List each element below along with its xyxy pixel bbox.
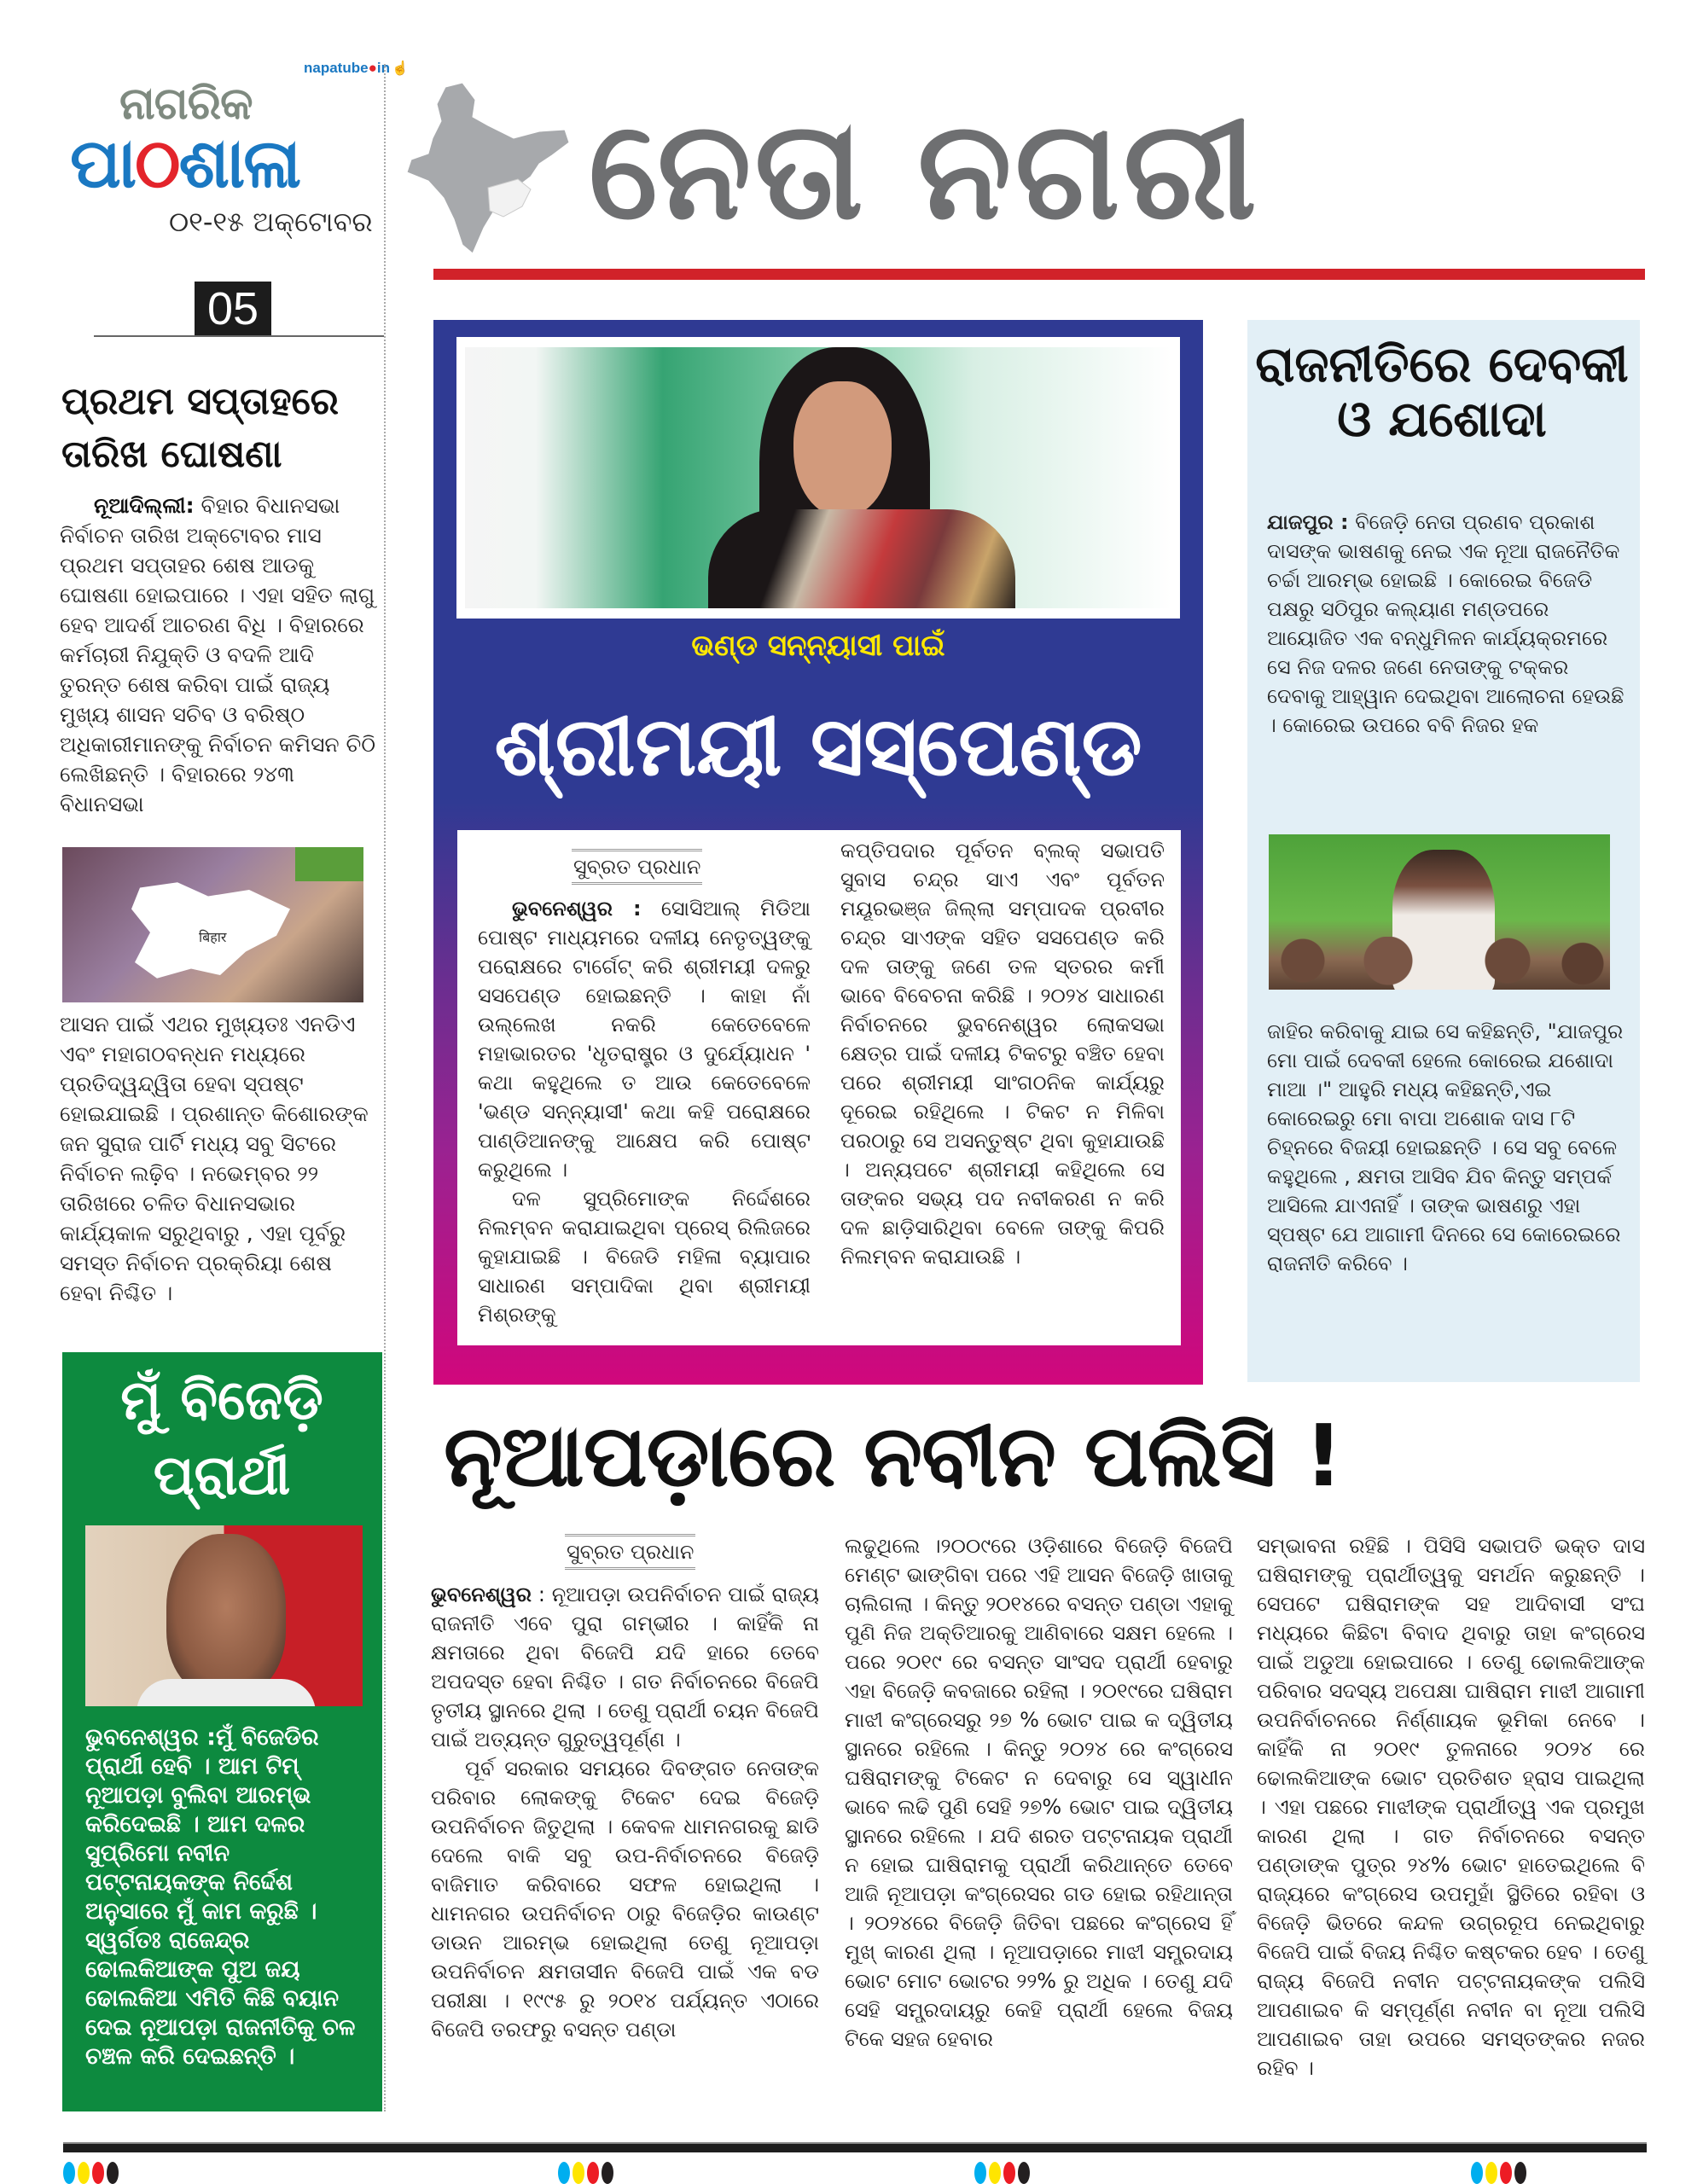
bihar-body-part2: ଆସନ ପାଇଁ ଏଥର ମୁଖ୍ୟତଃ ଏନଡିଏ ଏବଂ ମହାଗଠବନ୍ଧନ ମଧ୍ୟରେ ପ୍ରତିଦ୍ୱନ୍ଦ୍ୱିତା ହେବା ସ୍ପଷ୍ଟ ହୋଇଯାଇଛି । ପ୍ରଶାନ୍ତ କିଶୋରଙ୍କ ଜନ ସୁରାଜ ପାର୍ଟି ମଧ୍ୟ ସବୁ ସିଟରେ ନିର୍ବାଚନ ଲଢ଼ିବ । ନଭେମ୍ବର ୨୨ ତାରିଖରେ ଚଳିତ ବିଧାନସଭାର କାର୍ଯ୍ୟକାଳ ସରୁଥିବାରୁ , ଏହା ପୂର୍ବରୁ ସମସ୍ତ ନିର୍ବାଚନ ପ୍ରକ୍ରିୟା ଶେଷ ହେବା ନିଶ୍ଚିତ । — [60, 1012, 369, 1305]
issue-date: ୦୧-୧୫ ଅକ୍ଟୋବର — [169, 206, 373, 238]
nuapada-column-1 — [431, 1580, 819, 2044]
registration-dot — [78, 2162, 90, 2184]
registration-dot — [989, 2162, 1001, 2184]
photo-face — [793, 381, 892, 518]
photo-bg-green — [295, 847, 363, 881]
nuapada-para-2: ପୂର୍ବ ସରକାର ସମୟରେ ଦିବଙ୍ଗତ ନେତାଙ୍କ ପରିବାର ଲୋକଙ୍କୁ ଟିକେଟ ଦେଇ ବିଜେଡ଼ି ଉପନିର୍ବାଚନ ଜିତୁଥିଲା । କେବଳ ଧାମନଗରକୁ ଛାଡି ଦେଲେ ବାକି ସବୁ ଉପ-ନିର୍ବାଚନରେ ବିଜେଡ଼ି ବାଜିମାତ କରିବାରେ ସଫଳ ହୋଇଥିଲା । ଧାମନଗର ଉପନିର୍ବାଚନ ଠାରୁ ବିଜେଡ଼ିର କାଉଣ୍ଟ ଡାଉନ ଆରମ୍ଭ ହୋଇଥିଲା ତେଣୁ ନୂଆପଡ଼ା ଉପନିର୍ବାଚନ କ୍ଷମତାସୀନ ବିଜେପି ପାଇଁ ଏକ ବଡ ପରୀକ୍ଷା । ୧୯୯୫ ରୁ ୨୦୧୪ ପର୍ଯ୍ୟନ୍ତ ଏଠାରେ ବିଜେପି ତରଫରୁ ବସନ୍ତ ପଣ୍ଡା — [431, 1757, 819, 2042]
india-map-icon — [394, 78, 582, 266]
devaki-body-part2: ଜାହିର କରିବାକୁ ଯାଇ ସେ କହିଛନ୍ତି, "ଯାଜପୁର ମୋ ପାଇଁ ଦେବକୀ ହେଲେ କୋରେଇ ଯଶୋଦା ମାଆ ।" ଆହୁରି ମଧ୍ୟ କହିଛନ୍ତି,ଏଇ କୋରେଇରୁ ମୋ ବାପା ଅଶୋକ ଦାସ ୮ଟି ଚିହ୍ନରେ ବିଜୟୀ ହୋଇଛନ୍ତି । ସେ ସବୁ ବେଳେ କହୁଥିଲେ , କ୍ଷମତା ଆସିବ ଯିବ କିନ୍ତୁ ସମ୍ପର୍କ ଆସିଲେ ଯାଏନାହିଁ । ତାଙ୍କ ଭାଷଣରୁ ଏହା ସ୍ପଷ୍ଟ ଯେ ଆଗାମୀ ଦିନରେ ସେ କୋରେଇରେ ରାଜନୀତି କରିବେ । — [1267, 1019, 1624, 1275]
registration-dot — [974, 2162, 986, 2184]
nuapada-byline: ସୁବ୍ରତ ପ୍ରଧାନ — [565, 1534, 695, 1570]
registration-marks — [974, 2162, 1030, 2184]
registration-dot — [1500, 2162, 1512, 2184]
pointer-hand-icon: ☝ — [391, 61, 409, 76]
bihar-map-label: बिहार — [199, 929, 227, 945]
bjd-candidate-body: ଭୁବନେଶ୍ୱର :ମୁଁ ବିଜେଡିର ପ୍ରାର୍ଥୀ ହେବି । ଆମ ଟିମ୍ ନୂଆପଡ଼ା ବୁଲିବା ଆରମ୍ଭ କରିଦେଇଛି । ଆମ ଦଳର ସୁପ୍ରିମୋ ନବୀନ ପଟ୍ଟନାୟକଙ୍କ ନିର୍ଦ୍ଦେଶ ଅନୁସାରେ ମୁଁ କାମ କରୁଛି । ସ୍ୱର୍ଗତଃ ରାଜେନ୍ଦ୍ର ଢୋଲକିଆଙ୍କ ପୁଅ ଜୟ ଢୋଲକିଆ ଏମିତି କିଛି ବୟାନ ଦେଇ ନୂଆପଡ଼ା ରାଜନୀତିକୁ ଚଳ ଚଞ୍ଚଳ କରି ଦେଇଛନ୍ତି । — [85, 1724, 356, 2070]
registration-marks — [1471, 2162, 1526, 2184]
registration-dot — [573, 2162, 584, 2184]
bihar-dateline: ନୂଆଦିଲ୍ଲୀ: — [94, 493, 195, 518]
devaki-dateline: ଯାଜପୁର : — [1267, 510, 1349, 534]
srimayee-column-1 — [478, 894, 811, 1329]
srimayee-column-2: କପ୍ତିପଦାର ପୂର୍ବତନ ବ୍ଲକ୍ ସଭାପତି ସୁବାସ ଚନ୍ଦ୍ର ସାଏ ଏବଂ ପୂର୍ବତନ ମୟୂରଭଞ୍ଜ ଜିଲ୍ଲା ସମ୍ପାଦକ ପ୍ରବୀର ଚନ୍ଦ୍ର ସାଏଙ୍କ ସହିତ ସସପେଣ୍ଡ କରି ଦଳ ତାଙ୍କୁ ଜଣେ ତଳ ସ୍ତରର କର୍ମୀ ଭାବେ ବିବେଚନା କରିଛି । ୨୦୨୪ ସାଧାରଣ ନିର୍ବାଚନରେ ଭୁବନେଶ୍ୱର ଲୋକସଭା କ୍ଷେତ୍ର ପାଇଁ ଦଳୀୟ ଟିକଟରୁ ବଞ୍ଚିତ ହେବା ପରେ ଶ୍ରୀମୟୀ ସାଂଗଠନିକ କାର୍ଯ୍ୟରୁ ଦୂରେଇ ରହିଥିଲେ । ଟିକଟ ନ ମିଳିବା ପରଠାରୁ ସେ ଅସନ୍ତୁଷ୍ଟ ଥିବା କୁହାଯାଉଛି । ଅନ୍ୟପଟେ ଶ୍ରୀମୟୀ କହିଥିଲେ ସେ ତାଙ୍କର ସଭ୍ୟ ପଦ ନବୀକରଣ ନ କରି ଦଳ ଛାଡ଼ିସାରିଥିବା ବେଳେ ତାଙ୍କୁ କିପରି ନିଲମ୍ବନ କରାଯାଉଛି । — [840, 839, 1165, 1269]
srimayee-photo-frame — [465, 347, 1171, 608]
registration-dot — [1471, 2162, 1483, 2184]
bjd-candidate-headline: ମୁଁ ବିଜେଡ଼ି ପ୍ରାର୍ଥୀ — [120, 1369, 323, 1507]
srimayee-byline: ସୁବ୍ରତ ପ୍ରଧାନ — [572, 849, 702, 885]
srimayee-para-1: ଭୁବନେଶ୍ୱର : ସୋସିଆଲ୍ ମିଡିଆ ପୋଷ୍ଟ ମାଧ୍ୟମରେ ଦଳୀୟ ନେତୃତ୍ୱଙ୍କୁ ପରୋକ୍ଷରେ ଟାର୍ଗେଟ୍ କରି ଶ୍ରୀମୟୀ ଦଳରୁ ସସପେଣ୍ଡ ହୋଇଛନ୍ତି । କାହା ନାଁ ଉଲ୍ଲେଖ ନକରି କେତେବେଳେ ମହାଭାରତର 'ଧୃତରାଷ୍ଟ୍ର ଓ ଦୁର୍ଯ୍ୟୋଧନ ' କଥା କହୁଥିଲେ ତ ଆଉ କେତେବେଳେ 'ଭଣ୍ଡ ସନ୍ନ୍ୟାସୀ' କଥା କହି ପରୋକ୍ଷରେ ପାଣ୍ଡିଆନଙ୍କୁ ଆକ୍ଷେପ କରି ପୋଷ୍ଟ କରୁଥିଲେ । — [478, 897, 811, 1182]
registration-dot — [1003, 2162, 1015, 2184]
page-number: 05 — [195, 282, 271, 336]
registration-dot — [558, 2162, 570, 2184]
divider — [94, 335, 384, 337]
registration-dot — [1514, 2162, 1526, 2184]
registration-dot — [107, 2162, 119, 2184]
registration-marks — [63, 2162, 119, 2184]
registration-dot — [602, 2162, 613, 2184]
devaki-rally-photo — [1269, 834, 1610, 990]
devaki-headline: ରାଜନୀତିରେ ଦେବକୀ ଓ ଯଶୋଦା — [1255, 335, 1629, 448]
portrait-face — [166, 1534, 286, 1696]
footer-rule — [63, 2142, 1647, 2152]
bihar-body-part1: ନୂଆଦିଲ୍ଲୀ: ବିହାର ବିଧାନସଭା ନିର୍ବାଚନ ତାରିଖ ଅକ୍ଟୋବର ମାସ ପ୍ରଥମ ସପ୍ତାହର ଶେଷ ଆଡକୁ ଘୋଷଣା ହୋଇପାରେ । ଏହା ସହିତ ଲାଗୁ ହେବ ଆଦର୍ଶ ଆଚରଣ ବିଧି । ବିହାରରେ କର୍ମଚାରୀ ନିଯୁକ୍ତି ଓ ବଦଳି ଆଦି ତୁରନ୍ତ ଶେଷ କରିବା ପାଇଁ ରାଜ୍ୟ ମୁଖ୍ୟ ଶାସନ ସଚିବ ଓ ବରିଷ୍ଠ ଅଧିକାରୀମାନଙ୍କୁ ନିର୍ବାଚନ କମିସନ ଚିଠି ଲେଖିଛନ୍ତି । ବିହାରରେ ୨୪୩ ବିଧାନସଭା — [60, 493, 375, 816]
column-divider — [384, 64, 386, 2111]
portrait-shirt — [137, 1679, 316, 1706]
registration-marks — [558, 2162, 613, 2184]
nuapada-dateline: ଭୁବନେଶ୍ୱର — [431, 1583, 532, 1606]
registration-dot — [63, 2162, 75, 2184]
photo-saree — [708, 509, 1015, 608]
logo-main-word: ପାଠଶାଳା — [70, 124, 300, 203]
registration-dot — [587, 2162, 599, 2184]
nuapada-column-2: ଲଢୁଥିଲେ ।୨୦୦୯ରେ ଓଡ଼ିଶାରେ ବିଜେଡ଼ି ବିଜେପି ମେଣ୍ଟ ଭାଙ୍ଗିବା ପରେ ଏହି ଆସନ ବିଜେଡ଼ି ଖାତାକୁ ଚାଲିଗଲା । କିନ୍ତୁ ୨୦୧୪ରେ ବସନ୍ତ ପଣ୍ଡା ଏହାକୁ ପୁଣି ନିଜ ଅକ୍ତିଆରକୁ ଆଣିବାରେ ସକ୍ଷମ ହେଲେ । ପରେ ୨୦୧୯ ରେ ବସନ୍ତ ସାଂସଦ ପ୍ରାର୍ଥୀ ହେବାରୁ ଏହା ବିଜେଡ଼ି କବଜାରେ ରହିଲା । ୨୦୧୯ରେ ଘଷିରାମ ମାଝୀ କଂଗ୍ରେସରୁ ୨୭ % ଭୋଟ ପାଇ କ ଦ୍ୱିତୀୟ ସ୍ଥାନରେ ରହିଲେ । କିନ୍ତୁ ୨୦୨୪ ରେ କଂଗ୍ରେସ ଘଷିରାମଙ୍କୁ ଟିକେଟ ନ ଦେବାରୁ ସେ ସ୍ୱାଧୀନ ଭାବେ ଲଢି ପୁଣି ସେହି ୨୭% ଭୋଟ ପାଇ ଦ୍ୱିତୀୟ ସ୍ଥାନରେ ରହିଲେ । ଯଦି ଶରତ ପଟ୍ଟନାୟକ ପ୍ରାର୍ଥୀ ନ ହୋଇ ଘାଷିରାମକୁ ପ୍ରାର୍ଥୀ କରିଥାନ୍ତେ ତେବେ ଆଜି ନୂଆପଡ଼ା କଂଗ୍ରେସର ଗଡ ହୋଇ ରହିଥାନ୍ତା । ୨୦୨୪ରେ ବିଜେଡ଼ି ଜିତିବା ପଛରେ କଂଗ୍ରେସ ହିଁ ମୁଖ୍ କାରଣ ଥିଲା । ନୂଆପଡ଼ାରେ ମାଝୀ ସମ୍ପ୍ରଦାୟ ଭୋଟ ମୋଟ ଭୋଟର ୨୨% ରୁ ଅଧିକ । ତେଣୁ ଯଦି ସେହି ସମ୍ପ୍ରଦାୟରୁ କେହି ପ୍ରାର୍ଥୀ ହେଲେ ବିଜୟ ଟିକେ ସହଜ ହେବାର — [845, 1534, 1233, 2051]
devaki-body-part1: ଯାଜପୁର : ବିଜେଡ଼ି ନେତା ପ୍ରଣବ ପ୍ରକାଶ ଦାସଙ୍କ ଭାଷଣକୁ ନେଇ ଏକ ନୂଆ ରାଜନୈତିକ ଚର୍ଚ୍ଚା ଆରମ୍ଭ ହୋଇଛି । କୋରେଇ ବିଜେଡି ପକ୍ଷରୁ ସଠିପୁର କଲ୍ୟାଣ ମଣ୍ଡପରେ ଆୟୋଜିତ ଏକ ବନ୍ଧୁମିଳନ କାର୍ଯ୍ୟକ୍ରମରେ ସେ ନିଜ ଦଳର ଜଣେ ନେତାଙ୍କୁ ଟକ୍କର ଦେବାକୁ ଆହ୍ୱାନ ଦେଇଥିବା ଆଲୋଚନା ହେଉଛି । କୋରେଇ ଉପରେ ବବି ନିଜର ହକ — [1267, 510, 1625, 737]
photo-crowd — [1269, 937, 1610, 990]
site-url[interactable]: napatube●in ☝ — [304, 60, 409, 76]
registration-dot — [1018, 2162, 1030, 2184]
nuapada-column-3: ସମ୍ଭାବନା ରହିଛି । ପିସିସି ସଭାପତି ଭକ୍ତ ଦାସ ଘଷିରାମଙ୍କୁ ପ୍ରାର୍ଥୀତ୍ୱକୁ ସମର୍ଥନ କରୁଛନ୍ତି । ସେପଟେ ଘଷିରାମଙ୍କ ସହ ଆଦିବାସୀ ସଂଘ ମଧ୍ୟରେ କିଛିଟା ବିବାଦ ଥିବାରୁ ତାହା କଂଗ୍ରେସ ପାଇଁ ଅଡୁଆ ହୋଇପାରେ । ତେଣୁ ଢୋଲକିଆଙ୍କ ପରିବାର ସଦସ୍ୟ ଅପେକ୍ଷା ଘାଷିରାମ ମାଝୀ ଆଗାମୀ ଉପନିର୍ବାଚନରେ ନିର୍ଣ୍ଣାୟକ ଭୂମିକା ନେବେ । କାହିଁକି ନା ୨୦୧୯ ତୁଳନାରେ ୨୦୨୪ ରେ ଢୋଲକିଆଙ୍କ ଭୋଟ ପ୍ରତିଶତ ହ୍ରାସ ପାଇଥିଲା । ଏହା ପଛରେ ମାଝୀଙ୍କ ପ୍ରାର୍ଥୀତ୍ୱ ଏକ ପ୍ରମୁଖ କାରଣ ଥିଲା । ଗତ ନିର୍ବାଚନରେ ବସନ୍ତ ପଣ୍ଡାଙ୍କ ପୁତ୍ର ୨୪% ଭୋଟ ହାତେଇଥିଲେ ବି ରାଜ୍ୟରେ କଂଗ୍ରେସ ଉପମୁହାଁ ସ୍ଥିତିରେ ରହିବା ଓ ବିଜେଡ଼ି ଭିତରେ କନ୍ଦଳ ଉଗ୍ରରୂପ ନେଇଥିବାରୁ ବିଜେପି ପାଇଁ ବିଜୟ ନିଶ୍ଚିତ କଷ୍ଟକର ହେବ । ତେଣୁ ରାଜ୍ୟ ବିଜେପି ନବୀନ ପଟ୍ଟନାୟକଙ୍କ ପଲିସି ଆପଣାଇବ କି ସମ୍ପୂର୍ଣ୍ଣ ନବୀନ ବା ନୂଆ ପଲିସି ଆପଣାଇବ ତାହା ଉପରେ ସମସ୍ତଙ୍କର ନଜର ରହିବ । — [1257, 1534, 1645, 2080]
url-dot: ● — [368, 60, 377, 76]
nuapada-para-1: ଭୁବନେଶ୍ୱର : ନୂଆପଡ଼ା ଉପନିର୍ବାଚନ ପାଇଁ ରାଜ୍ୟ ରାଜନୀତି ଏବେ ପୁରା ଗମ୍ଭୀର । କାହିଁକି ନା କ୍ଷମତାରେ ଥିବା ବିଜେପି ଯଦି ହାରେ ତେବେ ଅପଦସ୍ତ ହେବା ନିଶ୍ଚିତ । ଗତ ନିର୍ବାଚନରେ ବିଜେପି ତୃତୀୟ ସ୍ଥାନରେ ଥିଲା । ତେଣୁ ପ୍ରାର୍ଥୀ ଚୟନ ବିଜେପି ପାଇଁ ଅତ୍ୟନ୍ତ ଗୁରୁତ୍ୱପୂର୍ଣ୍ଣ । — [431, 1583, 819, 1751]
title-rule — [433, 269, 1645, 280]
srimayee-photo — [456, 337, 1180, 619]
registration-dot — [1485, 2162, 1497, 2184]
srimayee-dateline: ଭୁବନେଶ୍ୱର : — [512, 897, 642, 921]
srimayee-para-2: ଦଳ ସୁପ୍ରିମୋଙ୍କ ନିର୍ଦ୍ଦେଶରେ ନିଲମ୍ବନ କରାଯାଇଥିବା ପ୍ରେସ୍ ରିଲିଜରେ କୁହାଯାଇଛି । ବିଜେଡି ମହିଳା ବ୍ୟାପାର ସାଧାରଣ ସମ୍ପାଦିକା ଥିବା ଶ୍ରୀମୟୀ ମିଶ୍ରଙ୍କୁ — [478, 1187, 811, 1327]
srimayee-kicker: ଭଣ୍ଡ ସନ୍ନ୍ୟାସୀ ପାଇଁ — [691, 629, 945, 663]
srimayee-headline: ଶ୍ରୀମୟୀ ସସ୍ପେଣ୍ଡ — [494, 699, 1142, 794]
registration-dot — [92, 2162, 104, 2184]
bihar-voting-photo — [62, 847, 363, 1002]
bihar-headline: ପ୍ରଥମ ସପ୍ତାହରେ ତାରିଖ ଘୋଷଣା — [61, 380, 340, 476]
candidate-portrait — [85, 1525, 363, 1706]
nuapada-headline: ନୂଆପଡ଼ାରେ ନବୀନ ପଲିସି ! — [444, 1406, 1343, 1506]
page-title: ନେତା ନଗରୀ — [589, 90, 1260, 250]
logo-top-word: ନାଗରିକ — [119, 78, 253, 130]
